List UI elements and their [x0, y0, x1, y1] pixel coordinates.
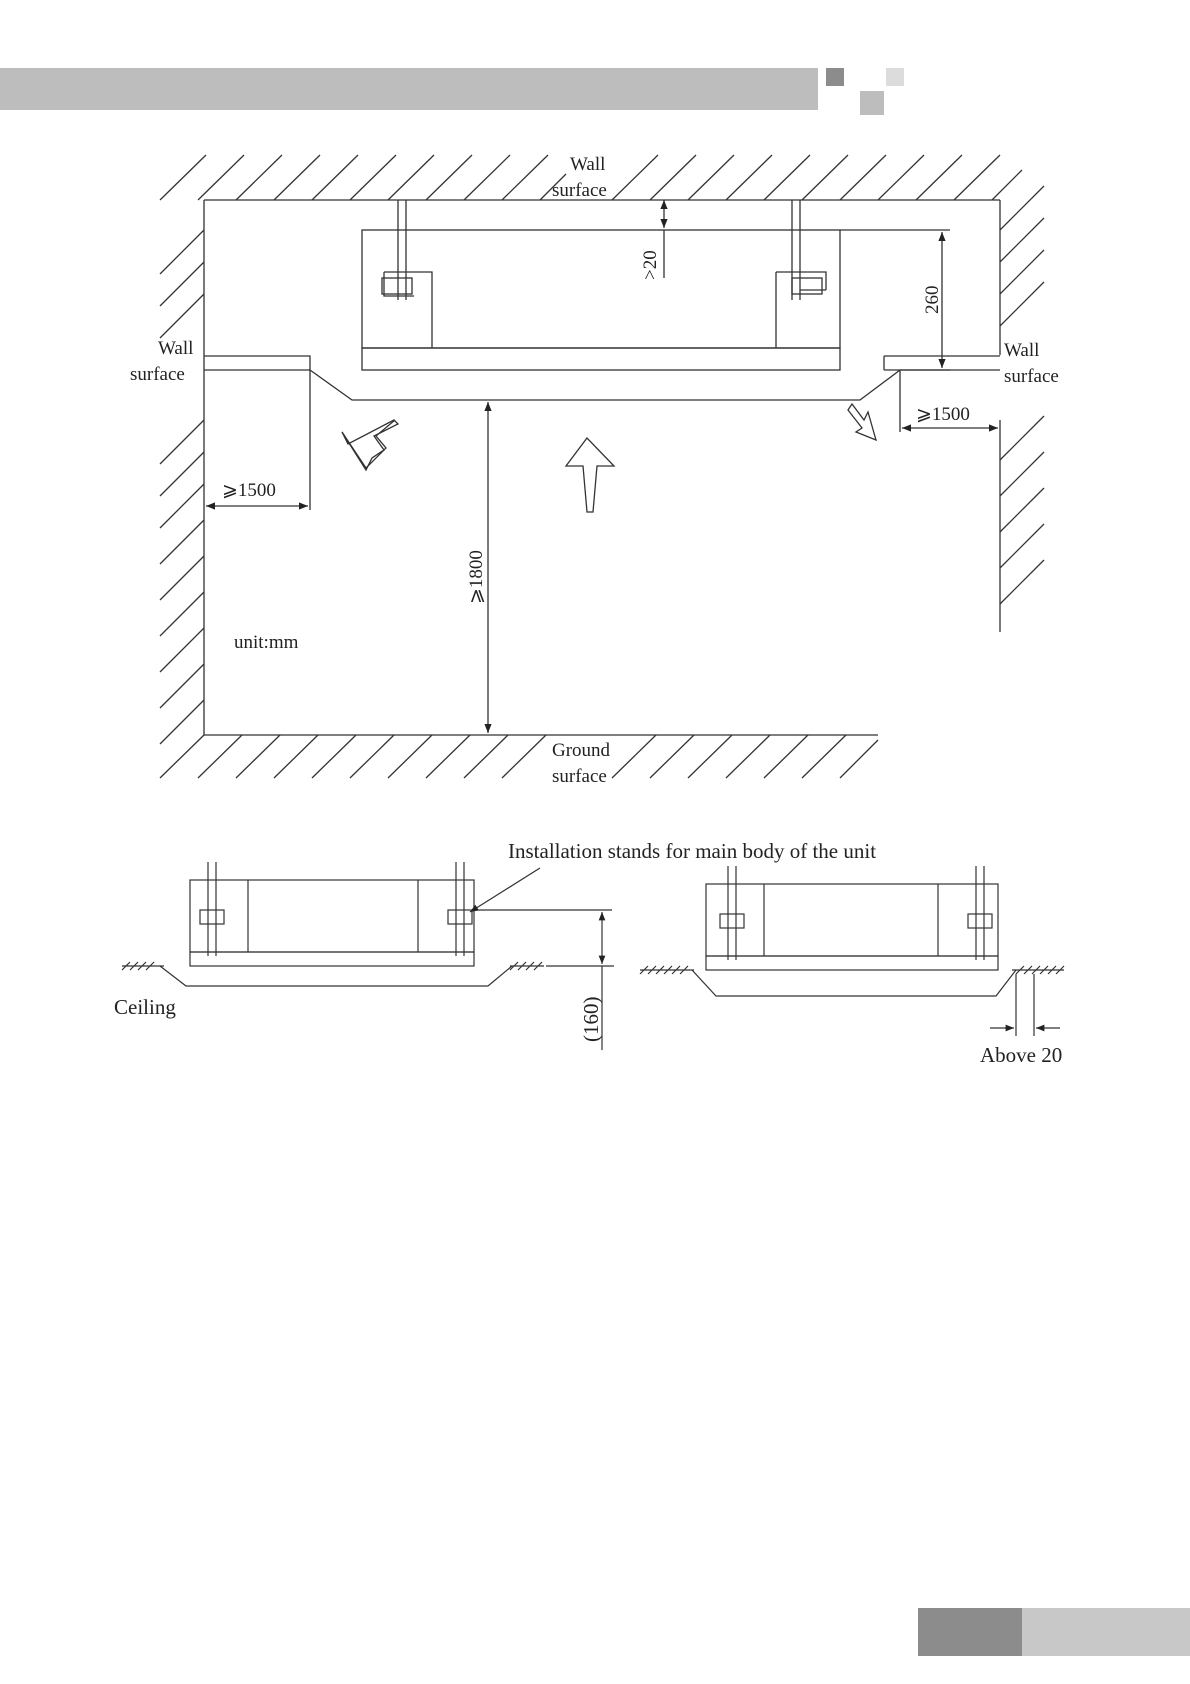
footer-dark-block: [918, 1608, 1022, 1656]
left-clearance-label: ⩾1500: [222, 480, 276, 501]
right-wall-label-2: surface: [1004, 366, 1059, 387]
ground-label-2: surface: [552, 766, 607, 787]
floor-clearance-label: ⩾1800: [466, 550, 487, 604]
left-unit-body: [190, 880, 474, 952]
panel-height-label: (160): [579, 996, 603, 1042]
top-wall-label-2: surface: [552, 180, 607, 201]
footer-light-block: [1022, 1608, 1190, 1656]
ceiling-label: Ceiling: [114, 995, 176, 1019]
unit-height-label: 260: [922, 285, 943, 314]
left-detail-panel: [160, 966, 512, 986]
right-detail-panel: [692, 970, 1016, 996]
stands-label: Installation stands for main body of the unit: [508, 839, 877, 863]
right-wall-label-1: Wall: [1004, 340, 1040, 361]
ground-label-1: Ground: [552, 740, 611, 761]
top-clearance-label: >20: [640, 250, 661, 280]
left-wall-label-1: Wall: [158, 338, 194, 359]
top-wall-label-1: Wall: [570, 154, 606, 175]
right-clearance-label: ⩾1500: [916, 404, 970, 425]
left-wall-label-2: surface: [130, 364, 185, 385]
right-unit-body: [706, 884, 998, 956]
gap-label: Above 20: [980, 1043, 1063, 1067]
unit-note: unit:mm: [234, 632, 299, 653]
